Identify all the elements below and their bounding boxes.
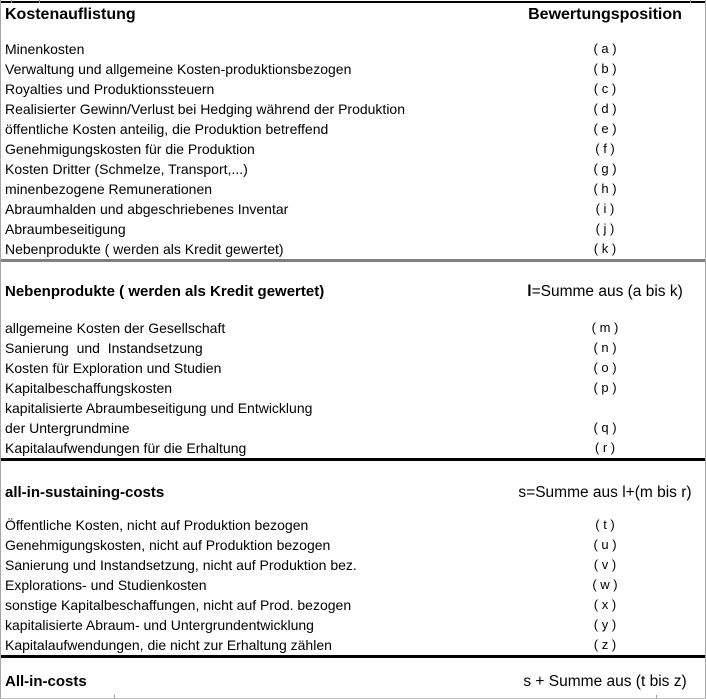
table-row [1, 219, 705, 239]
cost-label: öffentliche Kosten anteilig, die Produktion betreffend [5, 121, 329, 137]
table-body [1, 3, 705, 692]
cost-label: Royalties und Produktionssteuern [5, 81, 215, 97]
table-row [1, 398, 705, 418]
position-label: ( y ) [593, 617, 617, 632]
cost-label: minenbezogene Remunerationen [5, 181, 213, 197]
table-row [1, 318, 705, 338]
table-header-row [1, 3, 705, 27]
table-row [1, 575, 705, 595]
section-sum [505, 483, 705, 503]
cost-label: Nebenprodukte ( werden als Kredit gewertet) [5, 241, 284, 257]
position-label: ( n ) [593, 340, 617, 355]
position-label: ( z ) [593, 637, 617, 652]
table-row [1, 139, 705, 159]
cost-label: Verwaltung und allgemeine Kosten-produktionsbezogen [5, 61, 352, 77]
spacer-row [1, 503, 705, 515]
position-label: ( g ) [593, 161, 617, 176]
cost-label: Abraumhalden und abgeschriebenes Inventar [5, 201, 289, 217]
position-label: ( m ) [591, 320, 619, 335]
cost-label: Genehmigungskosten, nicht auf Produktion bezogen [5, 537, 331, 553]
table-row [1, 99, 705, 119]
cost-label: Sanierung und Instandsetzung, nicht auf Produktion bez. [5, 557, 357, 573]
position-label: ( d ) [593, 101, 617, 116]
spacer-row [1, 27, 705, 39]
position-label: ( p ) [593, 380, 617, 395]
table-row [1, 378, 705, 398]
position-label: ( c ) [593, 81, 617, 96]
position-label: ( b ) [593, 61, 617, 76]
table-row [1, 59, 705, 79]
section-sum [505, 672, 705, 692]
section-title: Nebenprodukte ( werden als Kredit gewertet) [5, 283, 325, 300]
cost-label: kapitalisierte Abraum- und Untergrundentwicklung [5, 617, 314, 633]
table-row [1, 438, 705, 458]
section-sum-bold-prefix: l [527, 283, 532, 300]
cost-label: Kapitalbeschaffungskosten [5, 380, 173, 396]
column-header-bewertungsposition: Bewertungsposition [528, 6, 682, 23]
cost-label: Öffentliche Kosten, nicht auf Produktion bezogen [5, 517, 309, 533]
table-row [1, 555, 705, 575]
spacer-row [1, 461, 705, 483]
section-sum-text: =Summe aus (a bis k) [531, 283, 683, 300]
table-rows-container [1, 27, 705, 692]
spacer-row [1, 658, 705, 672]
cost-label: Realisierter Gewinn/Verlust bei Hedging während der Produktion [5, 101, 405, 117]
table-row [1, 595, 705, 615]
section-row [1, 672, 705, 692]
gridline-stub [656, 695, 657, 698]
section-row [1, 483, 705, 503]
position-label: ( e ) [593, 121, 617, 136]
cost-label: Kapitalaufwendungen für die Erhaltung [5, 440, 247, 456]
section-sum-text: s=Summe aus l+(m bis r) [518, 484, 692, 501]
position-label: ( o ) [593, 360, 617, 375]
cost-label: kapitalisierte Abraumbeseitigung und Entwicklung [5, 400, 313, 416]
cost-label: Kapitalaufwendungen, die nicht zur Erhaltung zählen [5, 637, 332, 653]
table-row [1, 239, 705, 259]
cost-label: sonstige Kapitalbeschaffungen, nicht auf Prod. bezogen [5, 597, 352, 613]
spacer-row [1, 262, 705, 282]
table-row [1, 615, 705, 635]
position-label: ( u ) [593, 537, 617, 552]
section-sum [505, 282, 705, 302]
table-row [1, 535, 705, 555]
section-title: All-in-costs [5, 673, 87, 690]
position-label: ( a ) [593, 41, 617, 56]
table-row [1, 635, 705, 655]
position-label: ( x ) [593, 597, 617, 612]
section-title: all-in-sustaining-costs [5, 484, 165, 501]
cost-label: Kosten Dritter (Schmelze, Transport,...) [5, 161, 248, 177]
table-row [1, 79, 705, 99]
position-label: ( h ) [593, 181, 617, 196]
cost-label: Kosten für Exploration und Studien [5, 360, 222, 376]
cost-label: Sanierung und Instandsetzung [5, 340, 203, 356]
cost-label: der Untergrundmine [5, 420, 130, 436]
position-label: ( q ) [593, 420, 617, 435]
table-row [1, 179, 705, 199]
table-row [1, 199, 705, 219]
section-sum-text: s + Summe aus (t bis z) [523, 673, 687, 690]
table-row [1, 358, 705, 378]
position-label: ( i ) [595, 201, 615, 216]
position-label: ( k ) [593, 241, 617, 256]
table-row [1, 159, 705, 179]
cost-label: Genehmigungskosten für die Produktion [5, 141, 255, 157]
section-row [1, 282, 705, 302]
cost-label: Minenkosten [5, 41, 85, 57]
position-label: ( r ) [594, 440, 616, 455]
position-label: ( v ) [593, 557, 617, 572]
column-header-kostenauflistung: Kostenauflistung [5, 6, 136, 23]
table-row [1, 515, 705, 535]
table-row [1, 39, 705, 59]
position-label: ( f ) [595, 141, 615, 156]
cost-label: allgemeine Kosten der Gesellschaft [5, 320, 226, 336]
spacer-row [1, 302, 705, 318]
position-label: ( t ) [595, 517, 615, 532]
gridline-stub [114, 695, 115, 698]
position-label: ( j ) [595, 221, 615, 236]
table-row [1, 418, 705, 438]
cost-label: Explorations- und Studienkosten [5, 577, 207, 593]
table-row [1, 338, 705, 358]
table-row [1, 119, 705, 139]
cost-label: Abraumbeseitigung [5, 221, 126, 237]
position-label: ( w ) [592, 577, 618, 592]
